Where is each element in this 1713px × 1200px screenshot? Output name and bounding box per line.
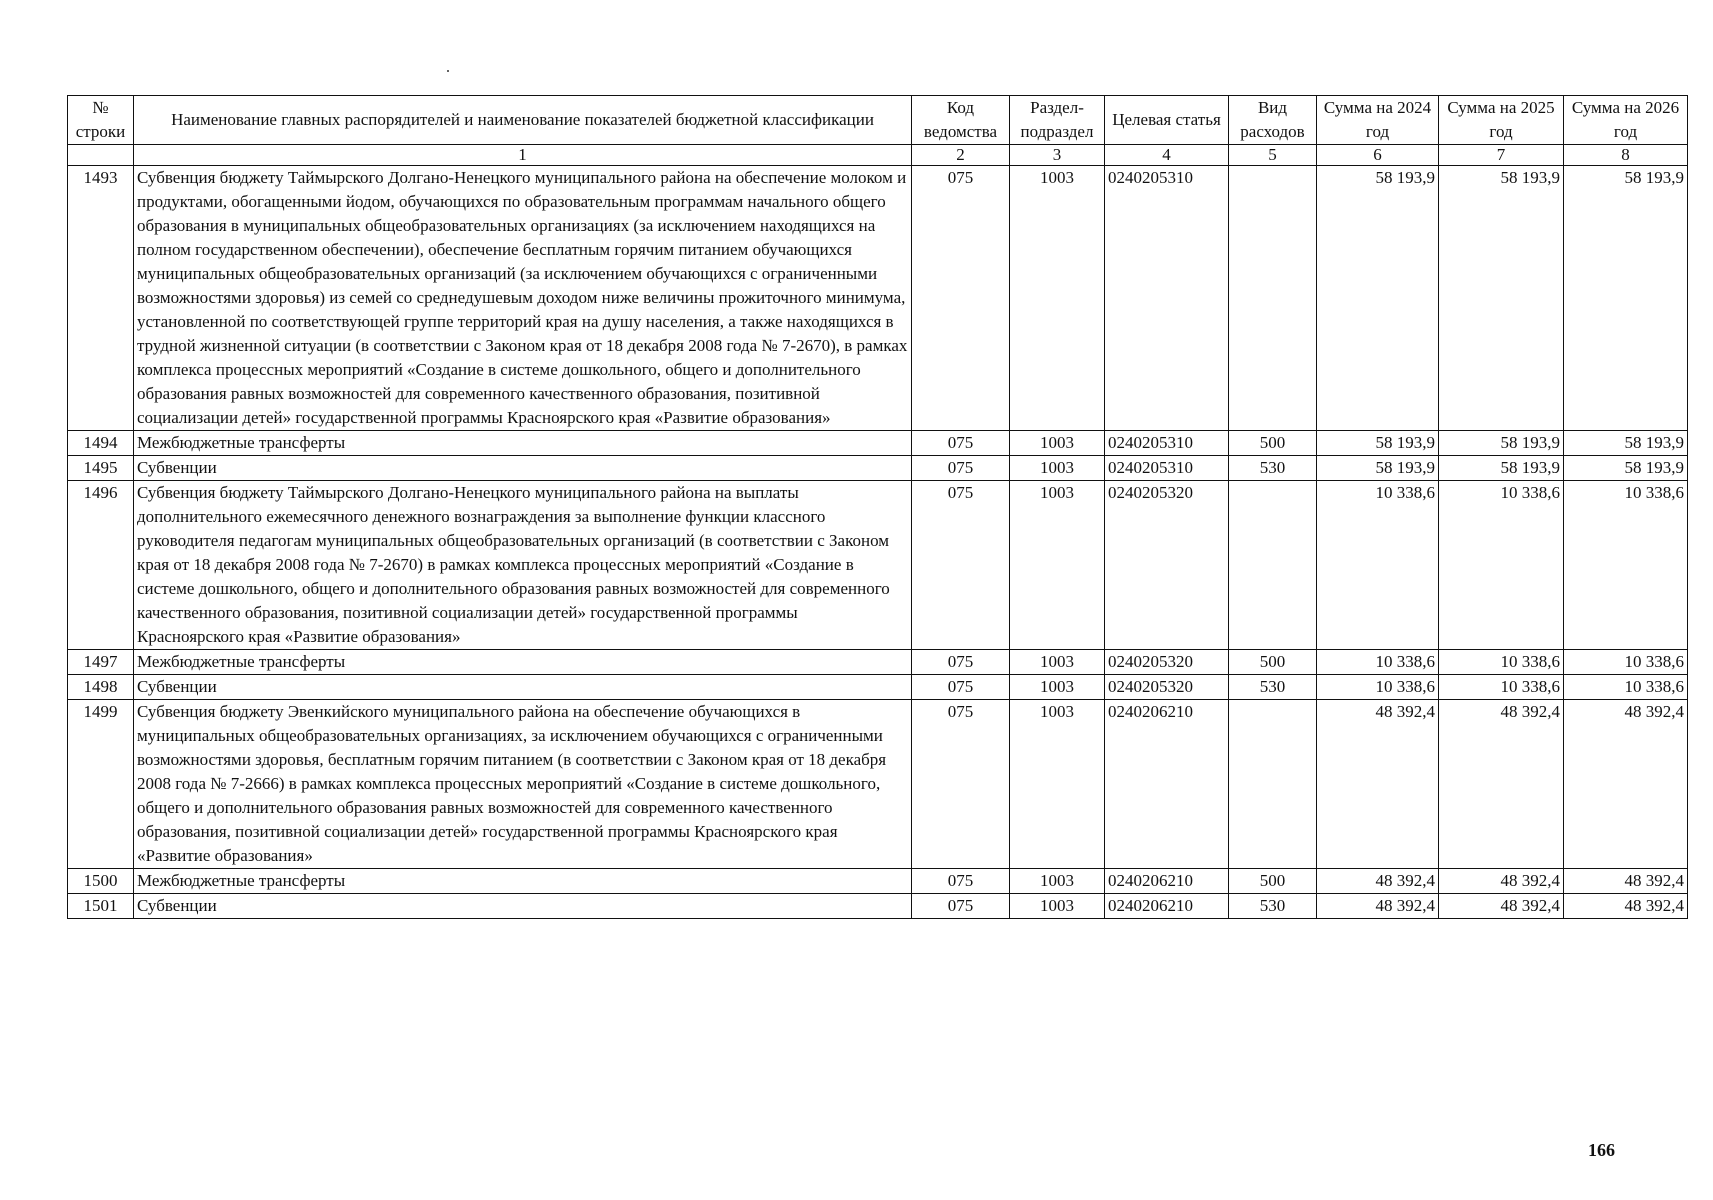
- sum-2025: 48 392,4: [1439, 894, 1564, 919]
- header-expense-type: Вид расходов: [1229, 96, 1317, 145]
- sum-2026: 48 392,4: [1564, 894, 1688, 919]
- column-number: 4: [1105, 145, 1229, 166]
- sum-2025: 58 193,9: [1439, 166, 1564, 431]
- column-number: 6: [1317, 145, 1439, 166]
- sum-2024: 48 392,4: [1317, 700, 1439, 869]
- table-row: [68, 869, 1688, 894]
- table-row: [68, 166, 1688, 431]
- section-code: 1003: [1010, 481, 1105, 650]
- sum-2026: 10 338,6: [1564, 675, 1688, 700]
- sum-2025: 48 392,4: [1439, 869, 1564, 894]
- header-sum-2024: Сумма на 2024 год: [1317, 96, 1439, 145]
- sum-2024: 58 193,9: [1317, 431, 1439, 456]
- sum-2026: 10 338,6: [1564, 650, 1688, 675]
- row-number: 1498: [68, 675, 134, 700]
- row-name: Межбюджетные трансферты: [134, 869, 912, 894]
- table-row: [68, 456, 1688, 481]
- scan-speck: [447, 70, 449, 72]
- table-row: [68, 894, 1688, 919]
- column-number-row: [68, 145, 1688, 166]
- sum-2024: 58 193,9: [1317, 166, 1439, 431]
- row-number: 1500: [68, 869, 134, 894]
- row-name: Субвенция бюджету Таймырского Долгано-Ненецкого муниципального района на обеспечение молоком и продуктами, обогащенными йодом, обучающихся по образовательным программам начального общего образования в муниципальных общеобразовательных организациях (за исключением находящихся на полном государственном обеспечении), обеспечение бесплатным горячим питанием обучающихся муниципальных общеобразовательных организаций (за исключением обучающихся с ограниченными возможностями здоровья) из семей со среднедушевым доходом ниже величины прожиточного минимума, установленной по соответствующей группе территорий края на душу населения, а также находящихся в трудной жизненной ситуации (в соответствии с Законом края от 18 декабря 2008 года № 7-2670), в рамках комплекса процессных мероприятий «Создание в системе дошкольного, общего и дополнительного образования равных возможностей для современного качественного образования, позитивной социализации детей» государственной программы Красноярского края «Развитие образования»: [134, 166, 912, 431]
- department-code: 075: [912, 700, 1010, 869]
- row-number: 1496: [68, 481, 134, 650]
- budget-table: [67, 95, 1688, 919]
- section-code: 1003: [1010, 456, 1105, 481]
- expense-type: [1229, 700, 1317, 869]
- row-number: 1501: [68, 894, 134, 919]
- row-number: 1499: [68, 700, 134, 869]
- sum-2024: 10 338,6: [1317, 650, 1439, 675]
- sum-2025: 58 193,9: [1439, 431, 1564, 456]
- sum-2024: 10 338,6: [1317, 481, 1439, 650]
- header-target-item: Целевая статья: [1105, 96, 1229, 145]
- column-number: 1: [134, 145, 912, 166]
- row-name: Субвенция бюджету Эвенкийского муниципального района на обеспечение обучающихся в муниципальных общеобразовательных организациях, за исключением обучающихся с ограниченными возможностями здоровья, бесплатным горячим питанием (в соответствии с Законом края от 18 декабря 2008 года № 7-2666) в рамках комплекса процессных мероприятий «Создание в системе дошкольного, общего и дополнительного образования равных возможностей для современного качественного образования, позитивной социализации детей» государственной программы Красноярского края «Развитие образования»: [134, 700, 912, 869]
- sum-2025: 10 338,6: [1439, 481, 1564, 650]
- column-number-blank: [68, 145, 134, 166]
- sum-2026: 58 193,9: [1564, 456, 1688, 481]
- column-number: 5: [1229, 145, 1317, 166]
- department-code: 075: [912, 675, 1010, 700]
- sum-2025: 10 338,6: [1439, 675, 1564, 700]
- sum-2026: 48 392,4: [1564, 869, 1688, 894]
- header-sum-2025: Сумма на 2025 год: [1439, 96, 1564, 145]
- row-name: Межбюджетные трансферты: [134, 650, 912, 675]
- expense-type: 530: [1229, 456, 1317, 481]
- header-department-code: Код ведомства: [912, 96, 1010, 145]
- row-name: Субвенция бюджету Таймырского Долгано-Ненецкого муниципального района на выплаты дополнительного ежемесячного денежного вознаграждения за выполнение функции классного руководителя педагогам муниципальных общеобразовательных организаций (в соответствии с Законом края от 18 декабря 2008 года № 7-2670) в рамках комплекса процессных мероприятий «Создание в системе дошкольного, общего и дополнительного образования равных возможностей для современного качественного образования, позитивной социализации детей» государственной программы Красноярского края «Развитие образования»: [134, 481, 912, 650]
- header-sum-2026: Сумма на 2026 год: [1564, 96, 1688, 145]
- column-number: 7: [1439, 145, 1564, 166]
- target-item: 0240206210: [1105, 700, 1229, 869]
- sum-2026: 58 193,9: [1564, 166, 1688, 431]
- page-number: 166: [1588, 1140, 1615, 1160]
- sum-2025: 48 392,4: [1439, 700, 1564, 869]
- department-code: 075: [912, 481, 1010, 650]
- department-code: 075: [912, 166, 1010, 431]
- target-item: 0240205310: [1105, 431, 1229, 456]
- target-item: 0240205310: [1105, 456, 1229, 481]
- section-code: 1003: [1010, 700, 1105, 869]
- table-row: [68, 650, 1688, 675]
- sum-2024: 48 392,4: [1317, 894, 1439, 919]
- department-code: 075: [912, 869, 1010, 894]
- sum-2024: 48 392,4: [1317, 869, 1439, 894]
- sum-2024: 10 338,6: [1317, 675, 1439, 700]
- table-row: [68, 675, 1688, 700]
- sum-2026: 58 193,9: [1564, 431, 1688, 456]
- sum-2026: 48 392,4: [1564, 700, 1688, 869]
- table-row: [68, 431, 1688, 456]
- table-row: [68, 481, 1688, 650]
- section-code: 1003: [1010, 675, 1105, 700]
- row-name: Субвенции: [134, 675, 912, 700]
- target-item: 0240205310: [1105, 166, 1229, 431]
- row-number: 1493: [68, 166, 134, 431]
- expense-type: [1229, 481, 1317, 650]
- expense-type: 530: [1229, 675, 1317, 700]
- column-number: 3: [1010, 145, 1105, 166]
- section-code: 1003: [1010, 166, 1105, 431]
- row-number: 1495: [68, 456, 134, 481]
- expense-type: 500: [1229, 431, 1317, 456]
- column-number: 2: [912, 145, 1010, 166]
- table-row: [68, 700, 1688, 869]
- section-code: 1003: [1010, 650, 1105, 675]
- expense-type: 500: [1229, 650, 1317, 675]
- expense-type: 500: [1229, 869, 1317, 894]
- section-code: 1003: [1010, 869, 1105, 894]
- row-name: Межбюджетные трансферты: [134, 431, 912, 456]
- target-item: 0240205320: [1105, 675, 1229, 700]
- section-code: 1003: [1010, 431, 1105, 456]
- expense-type: [1229, 166, 1317, 431]
- target-item: 0240206210: [1105, 894, 1229, 919]
- sum-2025: 58 193,9: [1439, 456, 1564, 481]
- department-code: 075: [912, 431, 1010, 456]
- column-number: 8: [1564, 145, 1688, 166]
- sum-2024: 58 193,9: [1317, 456, 1439, 481]
- expense-type: 530: [1229, 894, 1317, 919]
- department-code: 075: [912, 894, 1010, 919]
- header-row-number: № строки: [68, 96, 134, 145]
- header-section: Раздел-подраздел: [1010, 96, 1105, 145]
- row-name: Субвенции: [134, 894, 912, 919]
- sum-2025: 10 338,6: [1439, 650, 1564, 675]
- row-name: Субвенции: [134, 456, 912, 481]
- department-code: 075: [912, 650, 1010, 675]
- header-row: [68, 96, 1688, 145]
- header-name: Наименование главных распорядителей и наименование показателей бюджетной классификации: [134, 96, 912, 145]
- target-item: 0240206210: [1105, 869, 1229, 894]
- department-code: 075: [912, 456, 1010, 481]
- target-item: 0240205320: [1105, 481, 1229, 650]
- sum-2026: 10 338,6: [1564, 481, 1688, 650]
- row-number: 1497: [68, 650, 134, 675]
- row-number: 1494: [68, 431, 134, 456]
- section-code: 1003: [1010, 894, 1105, 919]
- target-item: 0240205320: [1105, 650, 1229, 675]
